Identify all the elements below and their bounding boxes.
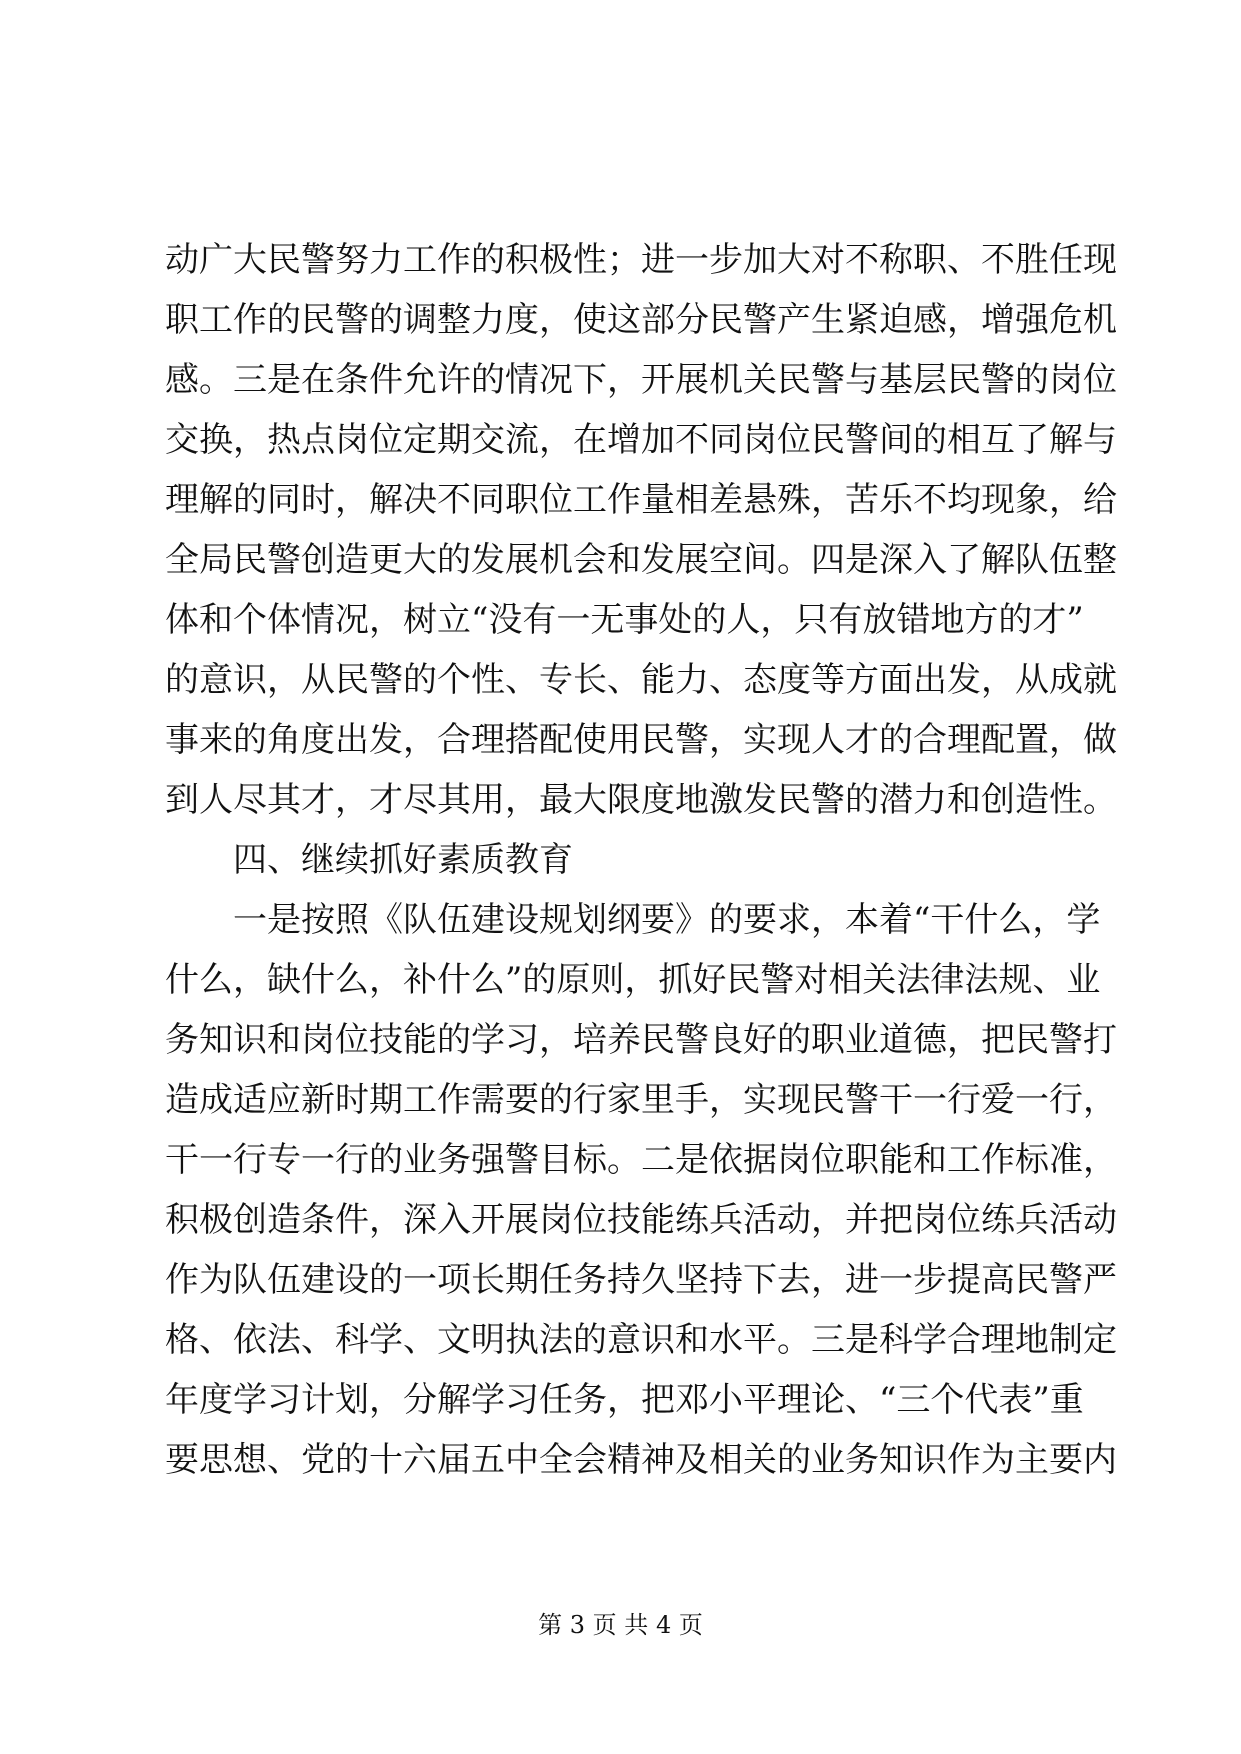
section-heading: 四、继续抓好素质教育 (233, 840, 573, 880)
text-line: 事来的角度出发，合理搭配使用民警，实现人才的合理配置，做 (165, 720, 1117, 760)
text-line: 一是按照《队伍建设规划纲要》的要求，本着“干什么，学 (233, 900, 1101, 940)
text-line: 干一行专一行的业务强警目标。二是依据岗位职能和工作标准， (165, 1140, 1117, 1180)
text-line: 作为队伍建设的一项长期任务持久坚持下去，进一步提高民警严 (165, 1260, 1117, 1300)
page-footer: 第 3 页 共 4 页 (538, 1611, 703, 1639)
text-line: 职工作的民警的调整力度，使这部分民警产生紧迫感，增强危机 (165, 300, 1117, 340)
text-line: 的意识，从民警的个性、专长、能力、态度等方面出发，从成就 (165, 660, 1117, 700)
text-line: 要思想、党的十六届五中全会精神及相关的业务知识作为主要内 (165, 1440, 1117, 1480)
text-line: 格、依法、科学、文明执法的意识和水平。三是科学合理地制定 (165, 1320, 1117, 1360)
text-line: 交换，热点岗位定期交流，在增加不同岗位民警间的相互了解与 (165, 420, 1117, 460)
text-line: 动广大民警努力工作的积极性；进一步加大对不称职、不胜任现 (165, 240, 1117, 280)
document-body (165, 230, 1117, 1490)
text-line: 到人尽其才，才尽其用，最大限度地激发民警的潜力和创造性。 (165, 780, 1117, 820)
text-line: 年度学习计划，分解学习任务，把邓小平理论、“三个代表”重 (165, 1380, 1084, 1420)
text-line: 积极创造条件，深入开展岗位技能练兵活动，并把岗位练兵活动 (165, 1200, 1117, 1240)
text-line: 造成适应新时期工作需要的行家里手，实现民警干一行爱一行， (165, 1080, 1117, 1120)
text-line: 体和个体情况，树立“没有一无事处的人，只有放错地方的才” (165, 600, 1084, 640)
text-line: 务知识和岗位技能的学习，培养民警良好的职业道德，把民警打 (165, 1020, 1117, 1060)
text-line: 感。三是在条件允许的情况下，开展机关民警与基层民警的岗位 (165, 360, 1117, 400)
text-line: 理解的同时，解决不同职位工作量相差悬殊，苦乐不均现象，给 (165, 480, 1117, 520)
text-line: 什么，缺什么，补什么”的原则，抓好民警对相关法律法规、业 (165, 960, 1101, 1000)
text-line: 全局民警创造更大的发展机会和发展空间。四是深入了解队伍整 (165, 540, 1117, 580)
